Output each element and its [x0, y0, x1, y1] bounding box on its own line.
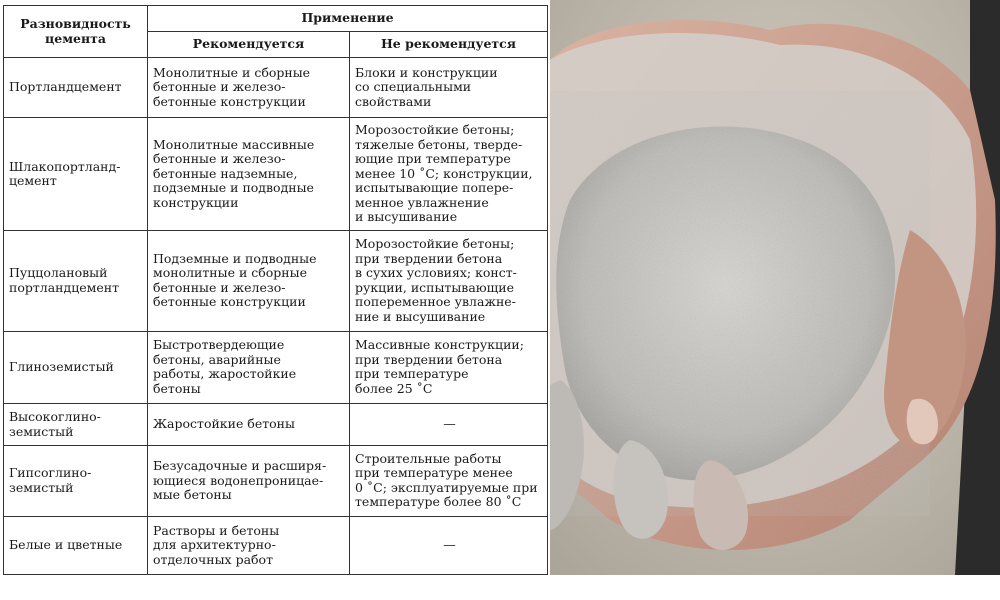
cell-text-line: бетонные и железо- [153, 152, 286, 167]
cell-text-line: Шлакопортланд- [9, 159, 121, 174]
table-row [4, 331, 548, 403]
cell-text-line: при температуре [355, 367, 469, 382]
header-cement-type-line-2: цемента [45, 30, 106, 46]
cell-text-line: Высокоглино- [9, 410, 101, 425]
cell-text-line: работы, жаростойкие [153, 367, 297, 382]
cell-recommended [148, 118, 350, 231]
table-row [4, 446, 548, 516]
cell-text-line: Жаростойкие бетоны [153, 417, 295, 432]
header-not-recommended: Не рекомендуется [350, 32, 548, 58]
cell-text-line: попеременное увлажне- [355, 295, 516, 310]
header-application: Применение [148, 6, 548, 32]
cell-type [4, 516, 148, 574]
cell-text-line: со специальными [355, 80, 472, 95]
cell-text-line: портландцемент [9, 280, 119, 295]
cell-text-line: Подземные и подводные [153, 251, 317, 266]
cell-text-line: Белые и цветные [9, 538, 123, 553]
cell-recommended [148, 403, 350, 445]
cell-not-recommended [350, 230, 548, 331]
table-row [4, 230, 548, 331]
cell-text-line: Монолитные массивные [153, 137, 315, 152]
header-cement-type-line-1: Разновидность [20, 16, 131, 31]
cell-text-line: испытывающие попере- [355, 181, 514, 196]
cell-not-recommended [350, 331, 548, 403]
cell-not-recommended [350, 58, 548, 118]
cement-types-table [3, 5, 547, 575]
cell-text-line: тяжелые бетоны, тверде- [355, 137, 523, 152]
cell-text-line: бетонные и железо- [153, 80, 286, 95]
cell-text-line: мые бетоны [153, 488, 232, 503]
cell-text-line: бетоны [153, 381, 201, 396]
cell-text-line: подземные и подводные [153, 181, 314, 196]
header-cement-type [4, 6, 148, 58]
cell-text-line: в сухих условиях; конст- [355, 266, 517, 281]
cell-text-line: Блоки и конструкции [355, 65, 498, 80]
cell-type [4, 118, 148, 231]
cell-recommended [148, 58, 350, 118]
cell-text-line: рукции, испытывающие [355, 280, 515, 295]
cell-text-line: ющие при температуре [355, 152, 511, 167]
table-body [4, 58, 548, 575]
cell-text-line: Портландцемент [9, 80, 122, 95]
cell-text-line: Морозостойкие бетоны; [355, 237, 515, 252]
cell-text-line: ющиеся водонепроницае- [153, 473, 324, 488]
cell-text-line: бетоны, аварийные [153, 352, 281, 367]
cell-text-line: Растворы и бетоны [153, 523, 280, 538]
cell-recommended [148, 446, 350, 516]
table-row [4, 58, 548, 118]
cell-text-line: — [443, 417, 456, 432]
cell-text-line: земистый [9, 424, 74, 439]
cell-type [4, 403, 148, 445]
cell-text-line: температуре более 80 ˚С [355, 495, 522, 510]
cell-recommended [148, 516, 350, 574]
cell-not-recommended [350, 118, 548, 231]
cement-in-hands-photo [550, 0, 1000, 575]
cell-text-line: Массивные конструкции; [355, 338, 524, 353]
cement-photo-illustration [550, 0, 1000, 575]
cell-text-line: цемент [9, 174, 57, 189]
cell-text-line: при твердении бетона [355, 352, 503, 367]
cell-text-line: — [443, 538, 456, 553]
cell-type [4, 331, 148, 403]
cell-text-line: при твердении бетона [355, 251, 503, 266]
cell-text-line: Гипсоглино- [9, 466, 92, 481]
cell-text-line: менное увлажнение [355, 195, 489, 210]
cell-text-line: ние и высушивание [355, 309, 486, 324]
cell-text-line: бетонные конструкции [153, 295, 306, 310]
cell-text-line: Безусадочные и расширя- [153, 459, 327, 474]
cell-not-recommended [350, 446, 548, 516]
cell-type [4, 230, 148, 331]
cell-text-line: конструкции [153, 195, 239, 210]
cell-text-line: Морозостойкие бетоны; [355, 123, 515, 138]
cell-type [4, 446, 148, 516]
table-row [4, 516, 548, 574]
cell-not-recommended [350, 516, 548, 574]
cell-text-line: Глиноземистый [9, 360, 114, 375]
cell-text-line: бетонные конструкции [153, 94, 306, 109]
cell-text-line: Строительные работы [355, 451, 502, 466]
cell-text-line: менее 10 ˚С; конструкции, [355, 166, 533, 181]
cell-text-line: Быстротвердеющие [153, 338, 285, 353]
table-row [4, 403, 548, 445]
cell-text-line: бетонные надземные, [153, 166, 298, 181]
cell-not-recommended [350, 403, 548, 445]
cell-text-line: более 25 ˚С [355, 381, 433, 396]
cell-text-line: Пуццолановый [9, 266, 108, 281]
cell-text-line: для архитектурно- [153, 538, 276, 553]
cell-text-line: монолитные и сборные [153, 266, 307, 281]
cell-recommended [148, 230, 350, 331]
cell-type [4, 58, 148, 118]
cell-recommended [148, 331, 350, 403]
table-row [4, 118, 548, 231]
cell-text-line: отделочных работ [153, 552, 273, 567]
cell-text-line: свойствами [355, 94, 432, 109]
cell-text-line: 0 ˚С; эксплуатируемые при [355, 480, 538, 495]
cell-text-line: бетонные и железо- [153, 280, 286, 295]
cell-text-line: земистый [9, 480, 74, 495]
header-recommended: Рекомендуется [148, 32, 350, 58]
cement-table [3, 5, 548, 575]
cell-text-line: и высушивание [355, 210, 458, 225]
cell-text-line: при температуре менее [355, 466, 513, 481]
cell-text-line: Монолитные и сборные [153, 65, 311, 80]
